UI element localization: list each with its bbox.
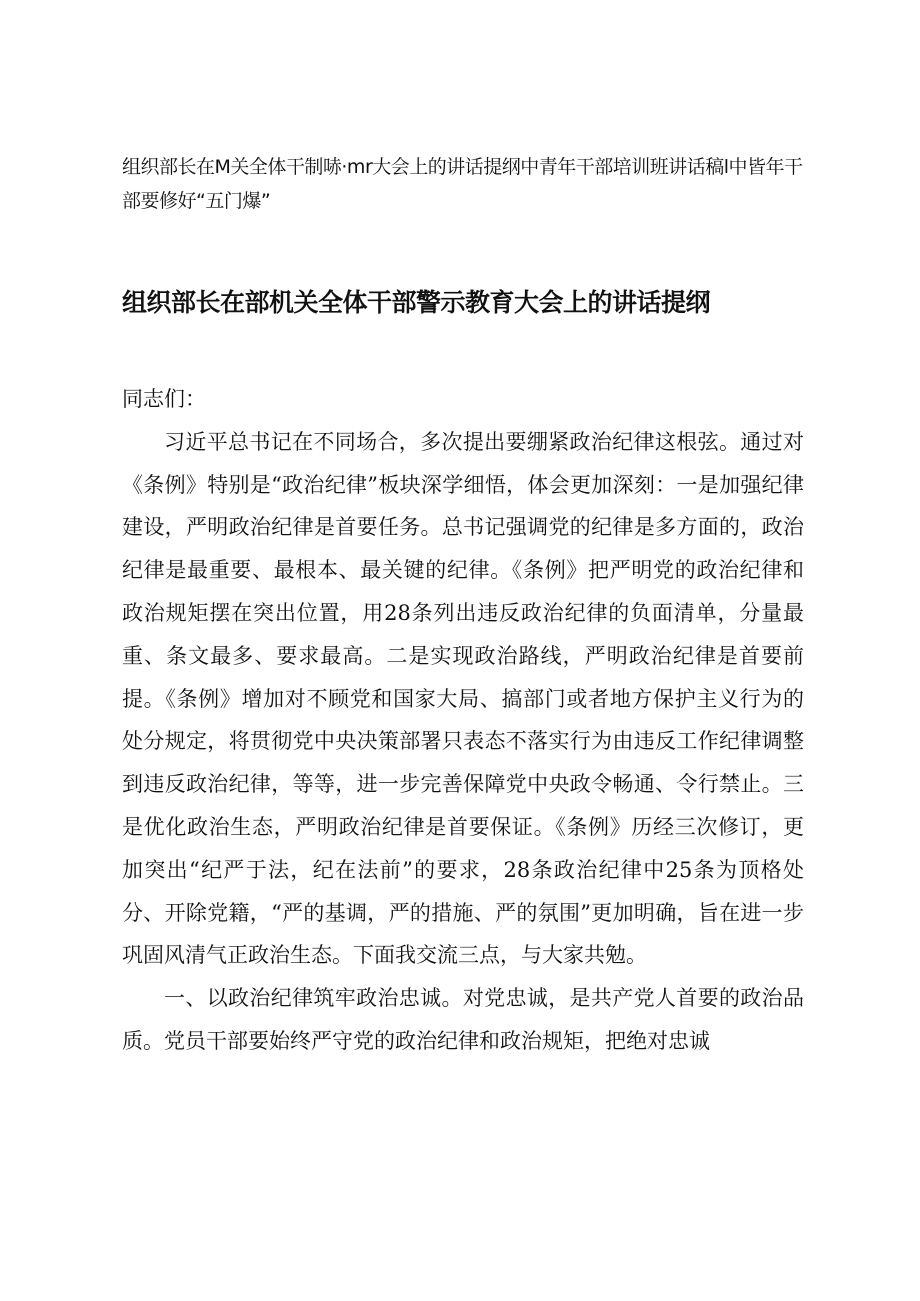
body-paragraph: 一、以政治纪律筑牢政治忠诚。对党忠诚，是共产党人首要的政治品质。党员干部要始终严守党的政治纪律和政治规矩，把绝对忠诚 — [122, 986, 804, 1053]
document-title: 组织部长在部机关全体干部警示教育大会上的讲话提纲 — [122, 288, 711, 317]
file-title: 组织部长在M关全体干制哧·mr大会上的讲话提纲中青年干部培训班讲话稿l中皆年干部要修好“五门爆” — [122, 156, 803, 212]
document-body — [122, 378, 804, 1063]
body-paragraph: 习近平总书记在不同场合，多次提出要绷紧政治纪律这根弦。通过对《条例》特别是“政治纪律”板块深学细悟，体会更加深刻：一是加强纪律建设，严明政治纪律是首要任务。总书记强调党的纪律是多方面的，政治纪律是最重要、最根本、最关键的纪律。《条例》把严明党的政治纪律和政治规矩摆在突出位置，用28条列出违反政治纪律的负面清单，分量最重、条文最多、要求最高。二是实现政治路线，严明政治纪律是首要前提。《条例》增加对不顾党和国家大局、搞部门或者地方保护主义行为的处分规定，将贯彻党中央决策部署只表态不落实行为由违反工作纪律调整到违反政治纪律，等等，进一步完善保障党中央政令畅通、令行禁止。三是优化政治生态，严明政治纪律是首要保证。《条例》历经三次修订，更加突出“纪严于法，纪在法前”的要求，28条政治纪律中25条为顶格处分、开除党籍，“严的基调，严的措施、严的氛围”更加明确，旨在进一步巩固风清气正政治生态。下面我交流三点，与大家共勉。 — [122, 429, 804, 968]
salutation: 同志们： — [122, 387, 206, 411]
